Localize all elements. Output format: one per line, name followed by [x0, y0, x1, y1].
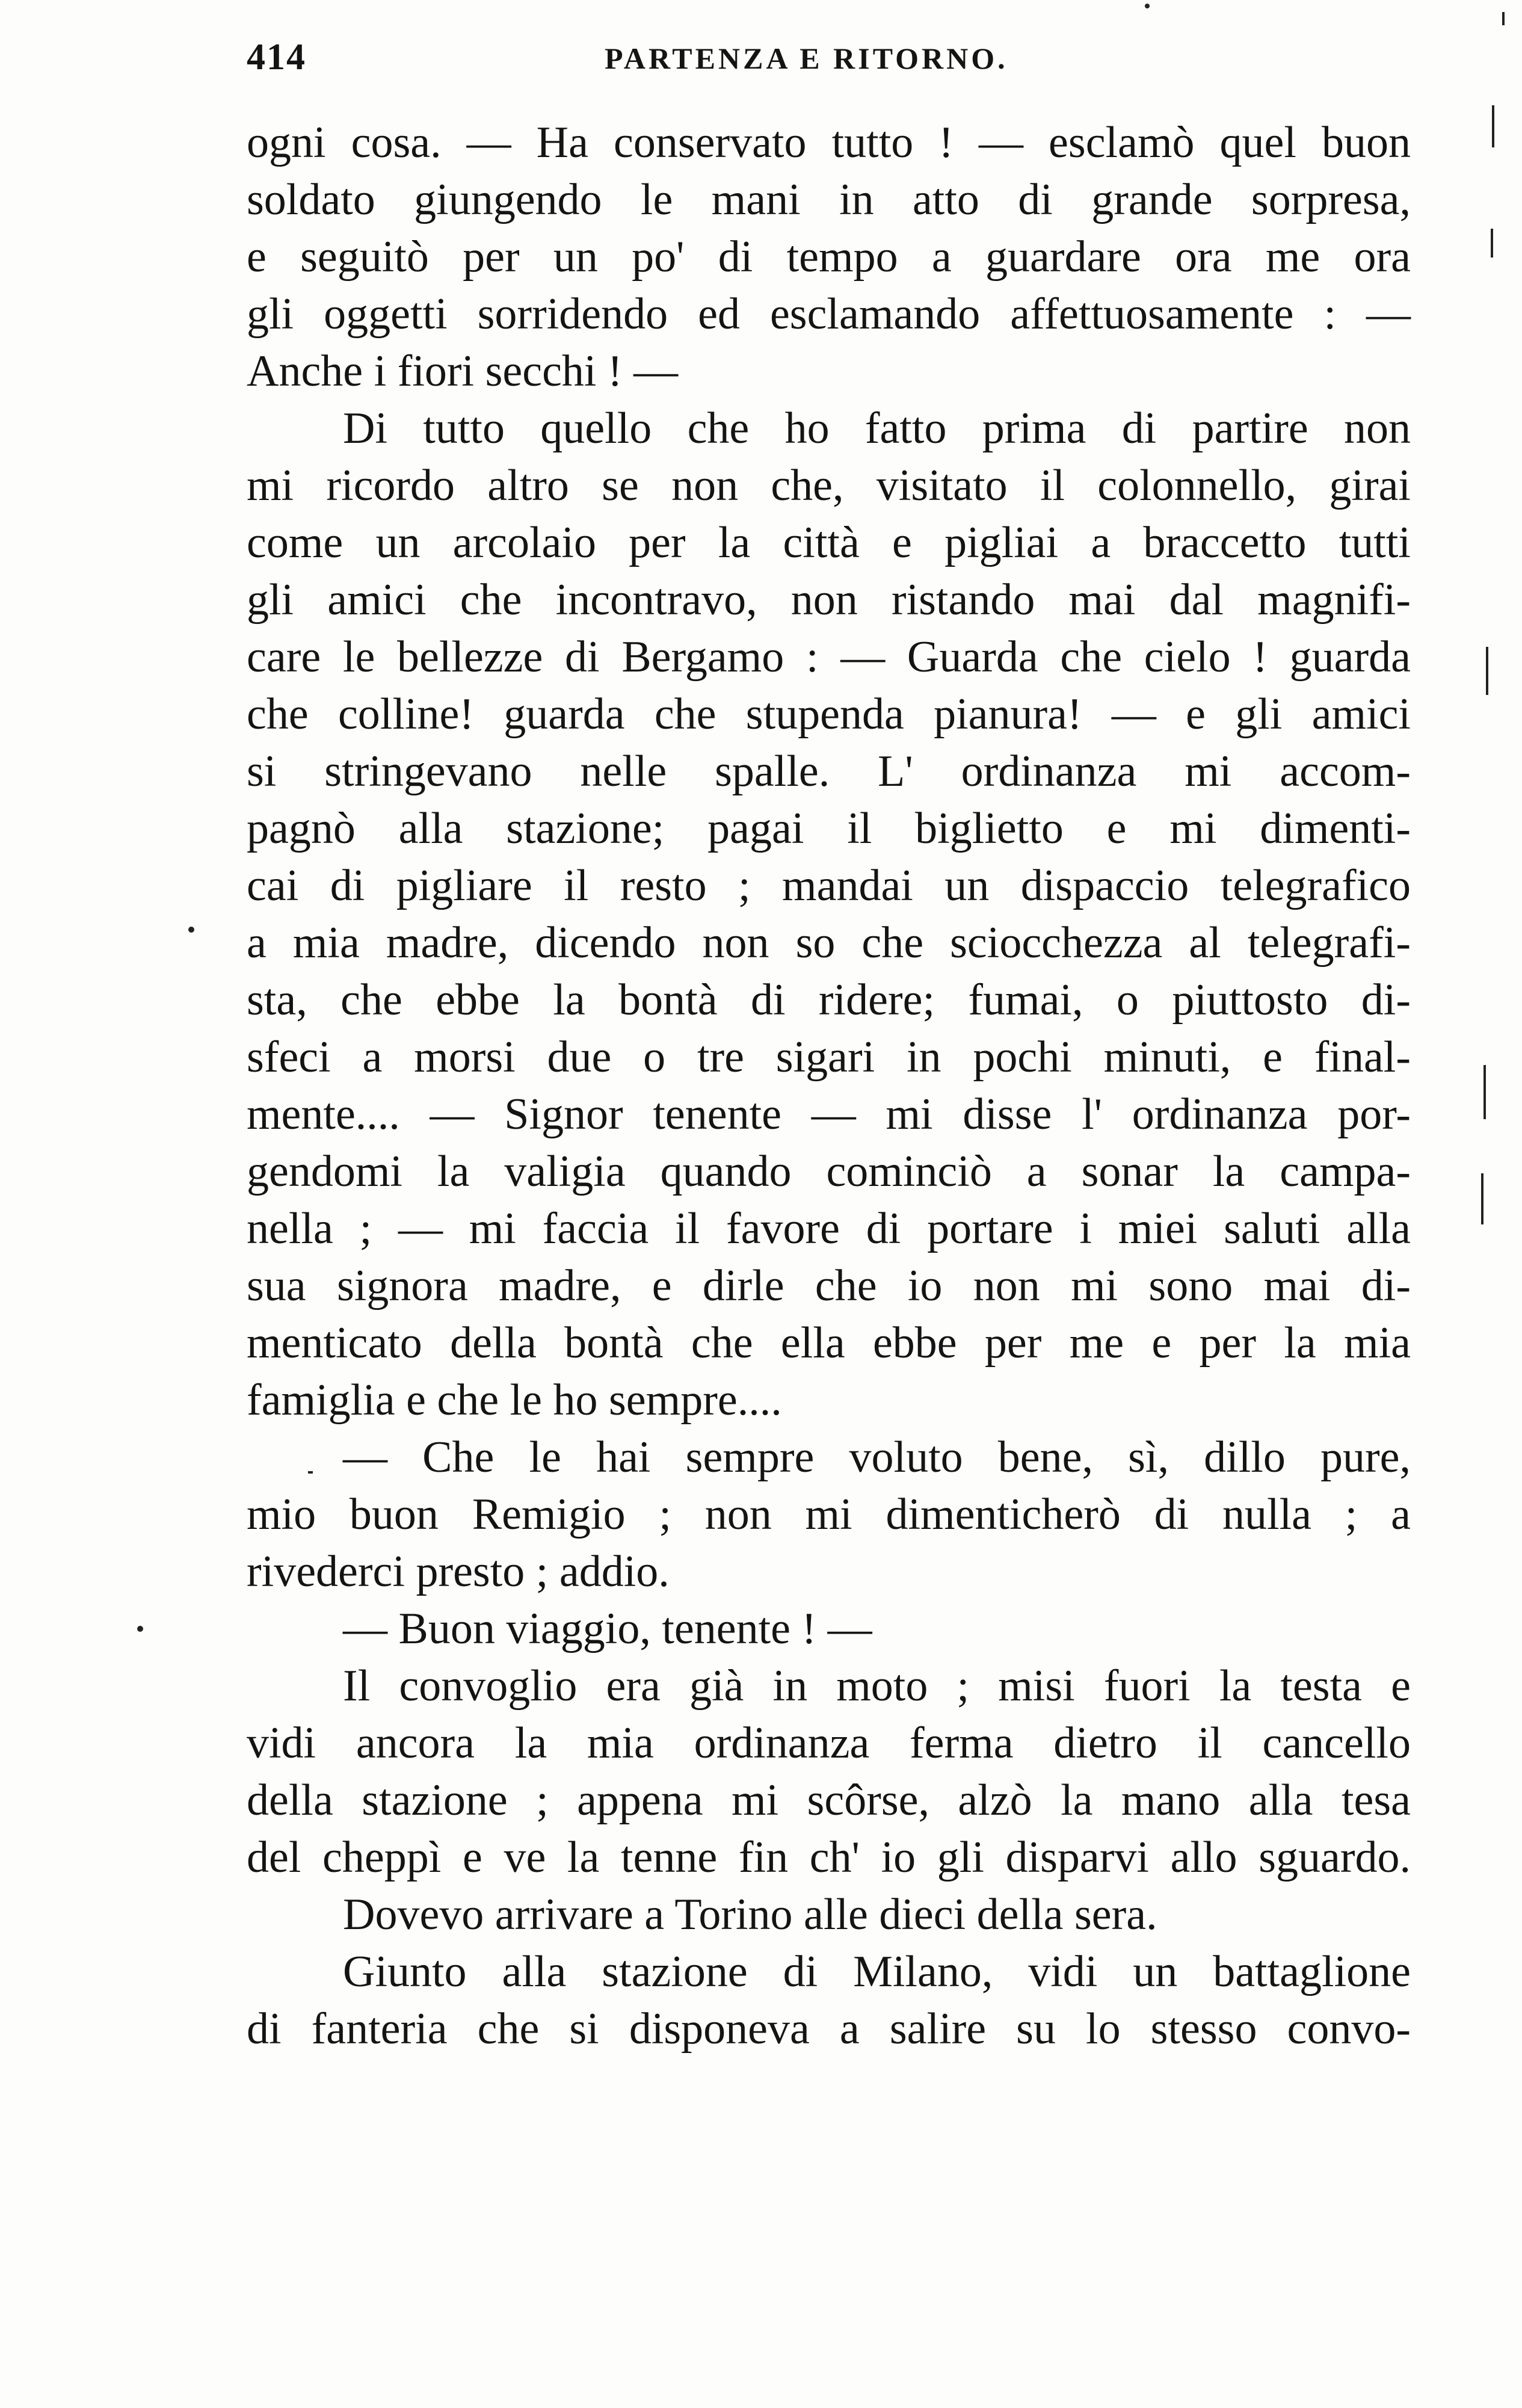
text-line: mi ricordo altro se non che, visitato il colonnello, girai	[247, 461, 1411, 510]
text-line: che colline! guarda che stupenda pianura! — e gli amici	[247, 690, 1411, 739]
text-line: mio buon Remigio ; non mi dimenticherò di nulla ; a	[247, 1490, 1411, 1539]
text-line: nella ; — mi faccia il favore di portare i miei saluti alla	[247, 1204, 1411, 1253]
text-line: gli oggetti sorridendo ed esclamando affettuosamente : —	[247, 289, 1411, 339]
running-head: PARTENZA E RITORNO.	[605, 42, 1008, 75]
text-line: Il convoglio era già in moto ; misi fuori la testa e	[343, 1661, 1411, 1711]
text-line: della stazione ; appena mi scôrse, alzò la mano alla tesa	[247, 1776, 1411, 1825]
scan-speck	[1492, 105, 1494, 147]
text-line: soldato giungendo le mani in atto di grande sorpresa,	[247, 175, 1411, 224]
text-line: famiglia e che le ho sempre....	[247, 1375, 782, 1425]
text-line: — Buon viaggio, tenente ! —	[343, 1604, 872, 1653]
text-line: sfeci a morsi due o tre sigari in pochi minuti, e final-	[247, 1033, 1411, 1082]
text-line: e seguitò per un po' di tempo a guardare ora me ora	[247, 232, 1411, 282]
page-header	[247, 36, 1408, 84]
scan-speck	[137, 1626, 143, 1632]
text-line: cai di pigliare il resto ; mandai un dispaccio telegrafico	[247, 861, 1411, 910]
text-line: si stringevano nelle spalle. L' ordinanza mi accom-	[247, 747, 1411, 796]
text-line: — Che le hai sempre voluto bene, sì, dillo pure,	[343, 1433, 1411, 1482]
text-line: di fanteria che si disponeva a salire su lo stesso convo-	[247, 2004, 1411, 2054]
text-line: pagnò alla stazione; pagai il biglietto e mi dimenti-	[247, 804, 1411, 853]
text-line: Anche i fiori secchi ! —	[247, 347, 679, 396]
text-line: gli amici che incontravo, non ristando mai dal magnifi-	[247, 575, 1411, 625]
text-line: Dovevo arrivare a Torino alle dieci della sera.	[343, 1890, 1157, 1939]
page-number: 414	[247, 37, 306, 78]
text-line: a mia madre, dicendo non so che sciocchezza al telegrafi-	[247, 918, 1411, 968]
scan-speck	[1145, 4, 1150, 8]
text-line: come un arcolaio per la città e pigliai a braccetto tutti	[247, 518, 1411, 567]
text-line: gendomi la valigia quando cominciò a sonar la campa-	[247, 1147, 1411, 1196]
scan-speck	[1483, 1065, 1486, 1119]
scan-speck	[1491, 229, 1493, 258]
text-line: care le bellezze di Bergamo : — Guarda che cielo ! guarda	[247, 632, 1411, 682]
scan-speck	[1486, 647, 1488, 695]
text-line: mente.... — Signor tenente — mi disse l' ordinanza por-	[247, 1090, 1411, 1139]
body-text	[247, 114, 1411, 2058]
scan-speck	[188, 927, 194, 933]
text-line: sua signora madre, e dirle che io non mi sono mai di-	[247, 1261, 1411, 1311]
text-line: rivederci presto ; addio.	[247, 1547, 670, 1596]
text-line: ogni cosa. — Ha conservato tutto ! — esclamò quel buon	[247, 118, 1411, 167]
scan-speck	[1481, 1173, 1483, 1224]
scan-speck	[308, 1471, 313, 1474]
text-line: Giunto alla stazione di Milano, vidi un battaglione	[343, 1947, 1411, 1996]
scan-speck	[1502, 12, 1505, 25]
text-line: menticato della bontà che ella ebbe per me e per la mia	[247, 1318, 1411, 1368]
text-line: Di tutto quello che ho fatto prima di partire non	[343, 404, 1411, 453]
text-line: del cheppì e ve la tenne fin ch' io gli disparvi allo sguardo.	[247, 1833, 1411, 1882]
text-line: vidi ancora la mia ordinanza ferma dietro il cancello	[247, 1718, 1411, 1768]
text-line: sta, che ebbe la bontà di ridere; fumai, o piuttosto di-	[247, 975, 1411, 1025]
